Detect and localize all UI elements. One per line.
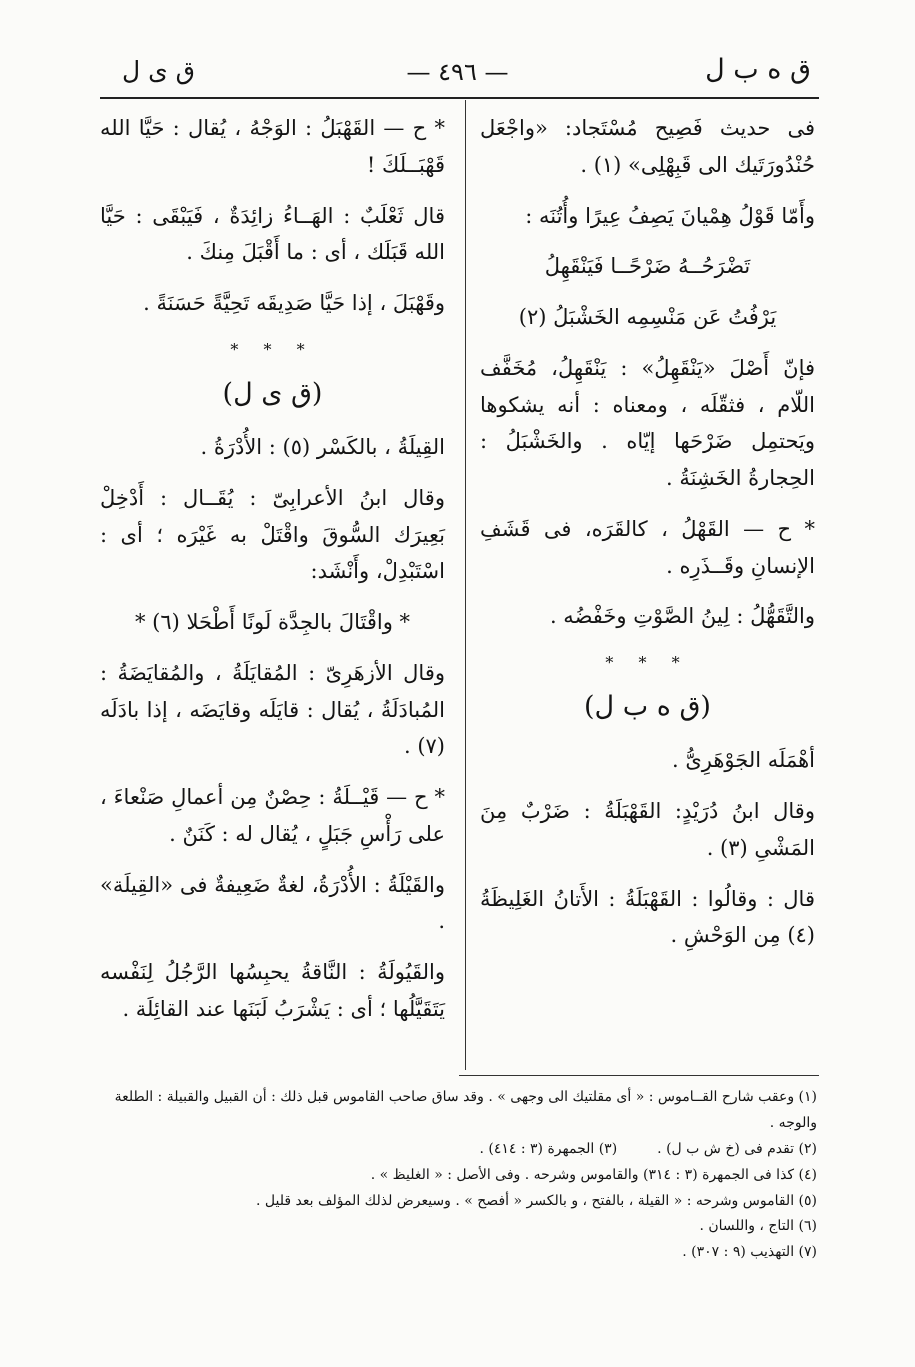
verse-line: تَضْرَحُــهُ ضَرْحًــا فَيَنْقَهِلُ (544, 254, 751, 279)
entry-paragraph: وقال الأزهَرِىّ : المُقايَلَةُ ، والمُقايَضَةُ : المُبادَلَةُ ، يُقال : قايَلَه وقايَضَه ، إذا بادَلَه (٧) . (100, 660, 445, 759)
entry-paragraph: وقال ابنُ الأعرابِىّ : يُقَــال : أَدْخِلْ بَعِيرَك السُّوقَ واقْتَلْ به غَيْرَه ؛ أى : اسْتَبْدِلْ، وأَنْشَد: (100, 485, 445, 584)
entry-paragraph: أهْمَلَه الجَوْهَرِىُّ . (671, 748, 815, 773)
footnote-row (102, 1137, 817, 1163)
section-separator: * * * (605, 653, 690, 672)
footnote-3: (٣) الجمهرة (٣ : ٤١٤) . (479, 1140, 618, 1157)
verse-line: * واقْتَالَ بالجِدَّة لَونًا أَطْحَلا (٦) * (134, 610, 411, 634)
footnote-6: (٦) التاج ، واللسان . (699, 1218, 817, 1235)
footnotes (102, 1085, 817, 1266)
header-rule (100, 97, 819, 99)
entry-paragraph: قال : وقالُوا : القَهْبَلَةُ : الأَتانُ الغَلِيظَةُ (٤) مِن الوَحْشِ . (480, 886, 815, 948)
footnote-4: (٤) كذا فى الجمهرة (٣ : ٣١٤) والقاموس وشرحه . وفى الأصل : « الغليظ » . (370, 1166, 817, 1183)
entry-paragraph: والقَيْلَةُ : الأُدْرَةُ، لغةٌ ضَعِيفةٌ فى «القِيلَة» . (100, 872, 445, 934)
section-separator: * * * (230, 339, 315, 359)
section-title: (ق ى ل) (222, 377, 323, 409)
footnote-7: (٧) التهذيب (٩ : ٣٠٧) . (682, 1244, 817, 1261)
entry-paragraph: * ح — القَهْلُ ، كالقَرَه، فى قَشَفِ الإنسانِ وقَــذَرِه . (480, 516, 815, 578)
entry-paragraph: والتَّقَهُّلُ : لِينُ الصَّوْتِ وخَفْضُه . (549, 604, 815, 629)
entry-paragraph: وقال ابنُ دُرَيْدٍ: القَهْبَلَةُ : ضَرْبٌ مِنَ المَشْىِ (٣) . (480, 799, 815, 860)
page-header (100, 50, 815, 90)
footnote-rule (459, 1075, 819, 1076)
entry-paragraph: فإنّ أَصْلَ «يَنْقَهِلُ» : يَنْقَهِلُ، مُخَفَّف اللّام ، فثقّلَه ، ومعناه : أنه يشكوها ويَحتمِل ضَرْحَها إيّاه . والخَشْبَلُ : الحِجارةُ الخَشِنَةُ . (480, 355, 815, 490)
footnote-1: (١) وعقب شارح القــاموس : « أى مقلتيك الى وجهى » . وقد ساق صاحب القاموس قبل ذلك : أن القبيل والقبيلة : الطلعة والوجه . (114, 1089, 817, 1131)
entry-paragraph: قال ثَعْلَبٌ : الهَــاءُ زائِدَةٌ ، فَيَبْقَى : حَيَّا الله قَبَلَك ، أى : ما أَقْبَلَ مِنكَ . (100, 203, 445, 265)
headword-right: ق ه ب ل (705, 54, 811, 85)
entry-paragraph: وأَمّا قَوْلُ هِمْيانَ يَصِفُ عِيرًا وأُتُنَه : (525, 203, 815, 228)
section-title: (ق ه ب ل) (584, 691, 711, 722)
headword-left: ق ى ل (122, 56, 196, 85)
entry-paragraph: القِيلَةُ ، بالكَسْر (٥) : الأُدْرَةُ . (200, 435, 445, 459)
right-column (480, 110, 815, 968)
entry-paragraph: وقَهْبَلَ ، إذا حَيَّا صَدِيقَه تَحِيَّةً حَسَنَةً . (143, 291, 445, 315)
left-column (100, 110, 445, 1042)
verse-line: يَرْفُتُ عَن مَنْسِمِه الخَشْبَلُ (٢) (518, 305, 777, 329)
entry-paragraph: فى حديث فَصِيح مُسْتَجاد: «واجْعَل حُنْدُورَتَيك الى قَبِهْلِى» (١) . (480, 116, 815, 177)
page-number: — ٤٩٦ — (406, 58, 509, 86)
entry-paragraph: * ح — القَهْبَلُ : الوَجْهُ ، يُقال : حَيَّا الله قَهْبَــلَكَ ! (100, 116, 445, 177)
entry-paragraph: * ح — قَيْــلَةُ : حِصْنٌ مِن أعمالِ صَنْعاءَ ، على رَأْسِ جَبَلٍ ، يُقال له : كَنَنٌ . (100, 785, 445, 846)
entry-paragraph: والقَيُولَةُ : النَّاقةُ يحبِسُها الرَّجُلُ لِنَفْسه يَتَقَيَّلُها ؛ أى : يَشْرَبُ لَبَنَها عند القائِلَة . (100, 960, 445, 1021)
footnote-2: (٢) تقدم فى (خ ش ب ل) . (657, 1140, 817, 1157)
footnote-5: (٥) القاموس وشرحه : « القيلة ، بالفتح ، و بالكسر « أفصح » . وسيعرض لذلك المؤلف بعد قليل . (256, 1192, 817, 1209)
column-divider (465, 100, 466, 1070)
